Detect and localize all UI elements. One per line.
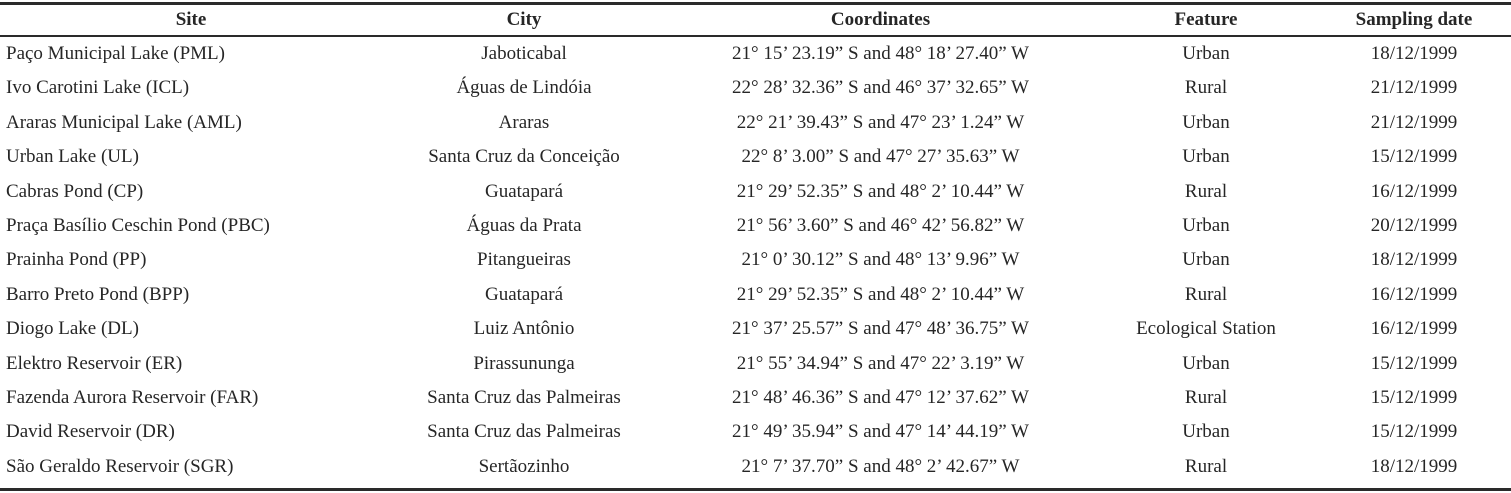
cell-city: Santa Cruz da Conceição <box>428 146 620 168</box>
cell-site: David Reservoir (DR) <box>6 421 175 443</box>
table-row <box>0 415 1511 449</box>
table-row <box>0 243 1511 277</box>
cell-site: Prainha Pond (PP) <box>6 249 147 271</box>
bottom-rule <box>0 488 1511 491</box>
cell-feature: Urban <box>1182 352 1230 374</box>
header-row <box>0 5 1511 35</box>
table-body <box>0 35 1511 484</box>
cell-site: Paço Municipal Lake (PML) <box>6 43 225 64</box>
cell-site: Araras Municipal Lake (AML) <box>6 111 242 133</box>
cell-site: Fazenda Aurora Reservoir (FAR) <box>6 387 259 409</box>
cell-feature: Urban <box>1182 421 1230 443</box>
header-city: City <box>506 9 542 30</box>
cell-coordinates: 22° 8’ 3.00” S and 47° 27’ 35.63” W <box>741 146 1020 168</box>
table-row <box>0 312 1511 346</box>
table-row <box>0 209 1511 243</box>
cell-city: Araras <box>498 111 550 133</box>
cell-coordinates: 21° 56’ 3.60” S and 46° 42’ 56.82” W <box>736 215 1025 237</box>
cell-city: Águas de Lindóia <box>456 77 592 99</box>
cell-sampling-date: 16/12/1999 <box>1370 180 1458 202</box>
cell-coordinates: 21° 29’ 52.35” S and 48° 2’ 10.44” W <box>736 180 1025 202</box>
data-table <box>0 5 1511 484</box>
cell-site: Diogo Lake (DL) <box>6 318 139 340</box>
cell-sampling-date: 21/12/1999 <box>1370 111 1458 133</box>
cell-coordinates: 21° 0’ 30.12” S and 48° 13’ 9.96” W <box>741 249 1020 271</box>
cell-city: Guatapará <box>484 180 564 202</box>
cell-feature: Rural <box>1184 387 1228 409</box>
cell-coordinates: 21° 7’ 37.70” S and 48° 2’ 42.67” W <box>741 455 1020 477</box>
cell-feature: Urban <box>1182 43 1230 64</box>
cell-sampling-date: 16/12/1999 <box>1370 318 1458 340</box>
cell-coordinates: 21° 15’ 23.19” S and 48° 18’ 27.40” W <box>732 43 1029 64</box>
header-sampling-date: Sampling date <box>1355 9 1473 30</box>
table-row <box>0 106 1511 140</box>
cell-feature: Urban <box>1182 111 1230 133</box>
cell-feature: Rural <box>1184 283 1228 305</box>
cell-sampling-date: 21/12/1999 <box>1370 77 1458 99</box>
cell-feature: Urban <box>1182 146 1230 168</box>
table-row <box>0 381 1511 415</box>
cell-coordinates: 22° 21’ 39.43” S and 47° 23’ 1.24” W <box>736 111 1025 133</box>
table-row <box>0 71 1511 105</box>
cell-city: Luiz Antônio <box>473 318 575 340</box>
cell-coordinates: 21° 55’ 34.94” S and 47° 22’ 3.19” W <box>736 352 1025 374</box>
cell-city: Pitangueiras <box>477 249 571 271</box>
cell-feature: Rural <box>1184 77 1228 99</box>
table-row <box>0 140 1511 174</box>
table-row <box>0 347 1511 381</box>
cell-sampling-date: 18/12/1999 <box>1370 43 1458 64</box>
cell-city: Guatapará <box>484 283 564 305</box>
cell-site: Praça Basílio Ceschin Pond (PBC) <box>6 215 270 237</box>
cell-site: São Geraldo Reservoir (SGR) <box>6 455 234 477</box>
cell-city: Jaboticabal <box>481 43 567 64</box>
cell-sampling-date: 18/12/1999 <box>1370 249 1458 271</box>
cell-city: Santa Cruz das Palmeiras <box>427 421 621 443</box>
cell-coordinates: 21° 48’ 46.36” S and 47° 12’ 37.62” W <box>732 387 1029 409</box>
cell-coordinates: 21° 29’ 52.35” S and 48° 2’ 10.44” W <box>736 283 1025 305</box>
cell-site: Urban Lake (UL) <box>6 146 139 168</box>
table-row <box>0 278 1511 312</box>
cell-site: Elektro Reservoir (ER) <box>6 352 183 374</box>
table-row <box>0 175 1511 209</box>
cell-sampling-date: 15/12/1999 <box>1370 421 1458 443</box>
cell-coordinates: 21° 49’ 35.94” S and 47° 14’ 44.19” W <box>732 421 1029 443</box>
table-row <box>0 450 1511 484</box>
cell-city: Sertãozinho <box>478 455 570 477</box>
table-row <box>0 35 1511 71</box>
cell-city: Pirassununga <box>473 352 575 374</box>
cell-coordinates: 22° 28’ 32.36” S and 46° 37’ 32.65” W <box>732 77 1029 99</box>
cell-sampling-date: 18/12/1999 <box>1370 455 1458 477</box>
table-header <box>0 5 1511 35</box>
cell-feature: Urban <box>1182 249 1230 271</box>
cell-feature: Rural <box>1184 180 1228 202</box>
header-feature: Feature <box>1174 9 1238 30</box>
cell-site: Cabras Pond (CP) <box>6 180 144 202</box>
cell-city: Águas da Prata <box>466 215 582 237</box>
cell-feature: Urban <box>1182 215 1230 237</box>
cell-sampling-date: 15/12/1999 <box>1370 146 1458 168</box>
cell-site: Ivo Carotini Lake (ICL) <box>6 77 190 99</box>
cell-sampling-date: 16/12/1999 <box>1370 283 1458 305</box>
cell-sampling-date: 20/12/1999 <box>1370 215 1458 237</box>
cell-site: Barro Preto Pond (BPP) <box>6 283 190 305</box>
cell-feature: Rural <box>1184 455 1228 477</box>
cell-feature: Ecological Station <box>1136 318 1276 340</box>
cell-sampling-date: 15/12/1999 <box>1370 387 1458 409</box>
cell-city: Santa Cruz das Palmeiras <box>427 387 621 409</box>
header-site: Site <box>175 9 207 30</box>
header-coordinates: Coordinates <box>830 9 931 30</box>
cell-sampling-date: 15/12/1999 <box>1370 352 1458 374</box>
cell-coordinates: 21° 37’ 25.57” S and 47° 48’ 36.75” W <box>732 318 1029 340</box>
